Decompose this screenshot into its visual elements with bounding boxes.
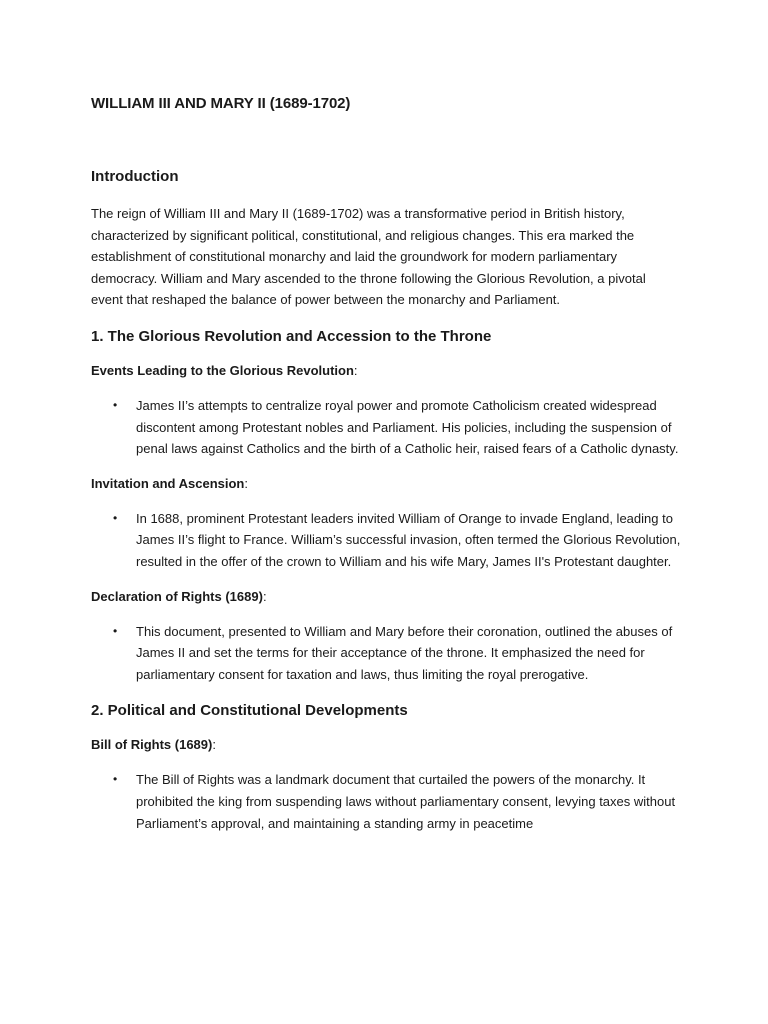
events-subheading-label: Events Leading to the Glorious Revolution (91, 362, 354, 378)
bullet-icon: • (113, 772, 118, 787)
list-item (91, 621, 681, 686)
list-item (91, 769, 681, 834)
bill-of-rights-bullet-list (91, 769, 681, 834)
invitation-subheading (91, 474, 681, 494)
list-item (91, 508, 681, 573)
section-1-heading: 1. The Glorious Revolution and Accession to the Throne (91, 327, 492, 345)
subheading-colon: : (212, 737, 216, 753)
bullet-icon: • (113, 623, 118, 638)
declaration-subheading-label: Declaration of Rights (1689) (91, 588, 263, 604)
introduction-paragraph: The reign of William III and Mary II (1689-1702) was a transformative period in British history, characterized by significant political, constitutional, and religious changes. This era marked the establishment of constitutional monarchy and laid the groundwork for modern parliamentary democracy. William and Mary ascended to the throne following the Glorious Revolution, a pivotal event that reshaped the balance of power between the monarchy and Parliament. (91, 206, 646, 308)
subheading-colon: : (353, 362, 358, 378)
events-subheading (91, 361, 681, 381)
list-item (91, 395, 681, 460)
list-item-text: In 1688, prominent Protestant leaders invited William of Orange to invade England, leading to James II’s flight to France. William’s successful invasion, often termed the Glorious Revolution, resulted in the offer of the crown to William and his wife Mary, James II's Protestant daughter. (136, 510, 681, 569)
declaration-subheading (91, 587, 681, 607)
events-bullet-list (91, 395, 681, 460)
invitation-bullet-list (91, 508, 681, 573)
bill-of-rights-subheading (91, 735, 681, 755)
bullet-icon: • (113, 510, 118, 525)
list-item-text: James II’s attempts to centralize royal power and promote Catholicism created widespread discontent among Protestant nobles and Parliament. His policies, including the suspension of penal laws against Catholics and the birth of a Catholic heir, raised fears of a Catholic dynasty. (136, 397, 679, 457)
document-body (91, 94, 681, 834)
bullet-icon: • (113, 397, 118, 412)
introduction-heading: Introduction (91, 168, 179, 185)
invitation-subheading-label: Invitation and Ascension (91, 475, 245, 491)
subheading-colon: : (244, 475, 248, 491)
declaration-bullet-list (91, 621, 681, 686)
subheading-colon: : (262, 588, 267, 604)
list-item-text: This document, presented to William and Mary before their coronation, outlined the abuses of James II and set the terms for their acceptance of the throne. It emphasized the need for parliamentary consent for taxation and laws, thus limiting the royal prerogative. (136, 623, 673, 682)
document-title: WILLIAM III AND MARY II (1689-1702) (91, 95, 351, 112)
list-item-text: The Bill of Rights was a landmark document that curtailed the powers of the monarchy. It prohibited the king from suspending laws without parliamentary consent, levying taxes without Parliament’s approval, and maintaining a standing army in peacetime (136, 772, 676, 831)
bill-of-rights-subheading-label: Bill of Rights (1689) (91, 737, 213, 753)
section-2-heading: 2. Political and Constitutional Developments (91, 702, 408, 720)
